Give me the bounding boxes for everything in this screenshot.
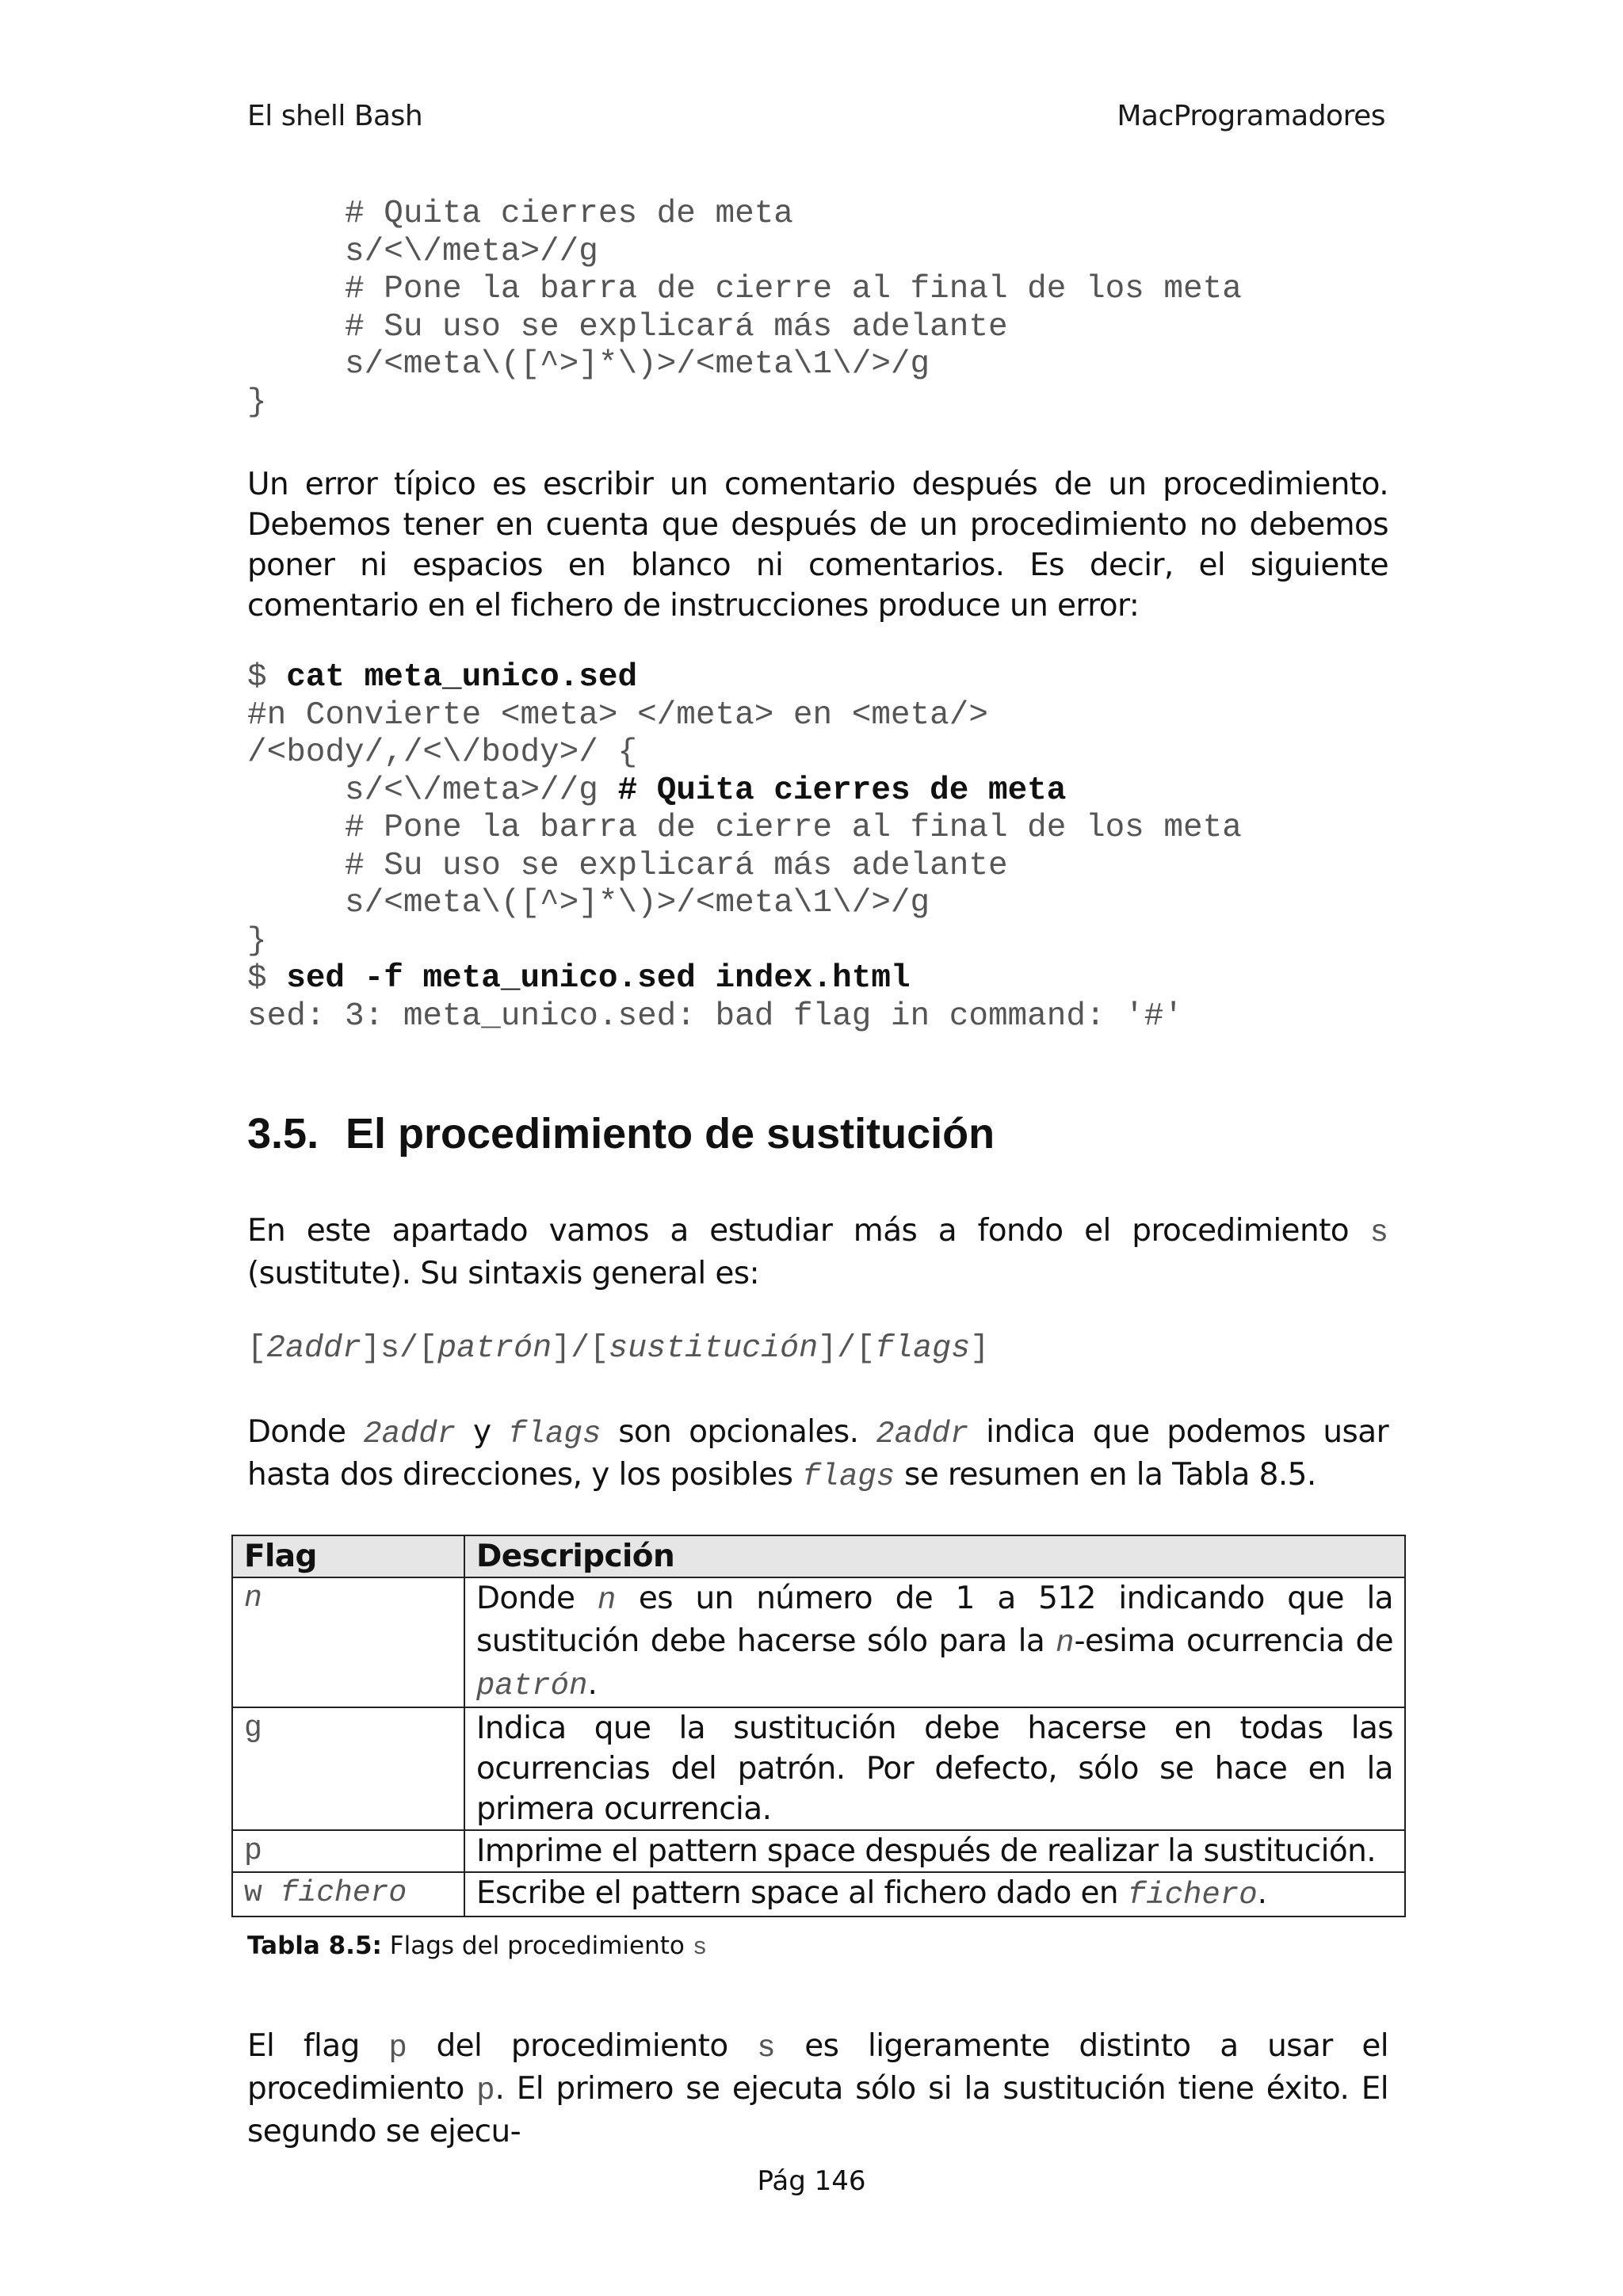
shell-command: sed -f meta_unico.sed index.html — [286, 960, 911, 997]
section-number: 3.5. — [247, 1110, 319, 1158]
text-run: . — [1257, 1875, 1267, 1911]
description-cell — [464, 1872, 1405, 1917]
inline-code: flags — [802, 1459, 896, 1494]
table-header-row — [232, 1535, 1405, 1577]
paragraph-params — [247, 1412, 1388, 1497]
text-run: son opcionales. — [601, 1414, 876, 1450]
code-line: /<body/,/<\/body>/ { — [247, 734, 638, 771]
text-run: -esima ocurrencia de — [1074, 1623, 1394, 1659]
text-run: (sustitute). Su sintaxis general es: — [247, 1256, 760, 1291]
description-cell: Indica que la sustitución debe hacerse en todas las ocurrencias del patrón. Por defecto, sólo se hace en la primera ocurrencia. — [464, 1707, 1405, 1830]
text-run: . — [587, 1666, 598, 1702]
code-block-1 — [247, 196, 1242, 421]
page-number: Pág 146 — [757, 2165, 866, 2197]
text-run: es ligeramente distinto a usar el procedimiento — [247, 2028, 1388, 2107]
syntax-param: sustitución — [609, 1331, 819, 1367]
inline-code: 2addr — [876, 1417, 969, 1451]
table-caption — [247, 1932, 707, 1962]
text-run: es un número de 1 a 512 indicando que la sustitución debe hacerse sólo para la — [476, 1581, 1393, 1659]
flag-value: n — [244, 1581, 262, 1615]
inline-code: s — [1369, 1215, 1388, 1250]
shell-command: cat meta_unico.sed — [286, 659, 638, 696]
table-row — [232, 1577, 1405, 1707]
paragraph-flag-p — [247, 2026, 1388, 2152]
syntax-part: ]/[ — [818, 1331, 876, 1367]
table-row — [232, 1872, 1405, 1917]
code-line: s/<\/meta>//g — [247, 772, 618, 809]
syntax-param: patrón — [437, 1331, 552, 1367]
inline-code: patrón — [476, 1669, 588, 1703]
code-output: sed: 3: meta_unico.sed: bad flag in command: '#' — [247, 997, 1183, 1035]
text-run: Donde — [476, 1581, 598, 1616]
table-row — [232, 1707, 1405, 1830]
inline-code: s — [757, 2031, 776, 2065]
text-run: El flag — [247, 2028, 389, 2064]
inline-code: n — [1056, 1626, 1075, 1661]
column-header-flag: Flag — [232, 1535, 464, 1577]
inline-code: fichero — [1127, 1878, 1258, 1913]
syntax-part: ]/[ — [552, 1331, 609, 1367]
text-run: del procedimiento — [407, 2028, 758, 2064]
text-run: Escribe el pattern space al fichero dado en — [476, 1875, 1128, 1911]
code-line: # Pone la barra de cierre al final de los meta — [247, 810, 1242, 846]
text-run: se resumen en la Tabla 8.5. — [895, 1457, 1316, 1493]
inline-code: p — [388, 2031, 407, 2065]
column-header-description: Descripción — [464, 1535, 1405, 1577]
inline-code: flags — [508, 1417, 601, 1451]
syntax-part: ]s/[ — [361, 1331, 438, 1367]
code-comment-bold: # Quita cierres de meta — [617, 772, 1067, 809]
code-line: #n Convierte <meta> </meta> en <meta/> — [247, 696, 988, 734]
text-run: . El primero se ejecuta sólo si la sustitución tiene éxito. El segundo se ejecu- — [247, 2071, 1388, 2149]
code-block-2 — [247, 659, 1242, 1035]
syntax-param: flags — [875, 1331, 971, 1367]
code-line: } — [247, 383, 267, 421]
flag-cell — [232, 1872, 464, 1917]
shell-prompt: $ — [247, 960, 287, 997]
caption-text: Flags del procedimiento — [381, 1932, 693, 1960]
syntax-part: [ — [247, 1331, 267, 1367]
inline-code: 2addr — [363, 1417, 456, 1451]
text-run: y — [456, 1414, 509, 1450]
code-line: } — [247, 922, 267, 959]
inline-code: n — [597, 1583, 617, 1618]
running-header-right: MacProgramadores — [1117, 100, 1385, 132]
description-cell: Imprime el pattern space después de realizar la sustitución. — [464, 1830, 1405, 1872]
inline-code: p — [476, 2073, 495, 2108]
table-row — [232, 1830, 1405, 1872]
section-heading — [247, 1109, 995, 1158]
code-line: # Su uso se explicará más adelante — [247, 308, 1008, 345]
text-run: indica que podemos usar hasta dos direcciones, y los posibles — [247, 1414, 1389, 1493]
flag-value: w — [244, 1876, 281, 1910]
description-cell — [464, 1577, 1405, 1707]
paragraph-comment-error: Un error típico es escribir un comentario después de un procedimiento. Debemos tener en cuenta que después de un procedimiento no debemos poner ni espacios en blanco ni comentarios. Es decir, el siguiente comentario en el fichero de instrucciones produce un error: — [247, 467, 1388, 624]
flag-cell: p — [232, 1830, 464, 1872]
paragraph-intro — [247, 1211, 1388, 1294]
syntax-line — [247, 1331, 989, 1367]
code-line: # Su uso se explicará más adelante — [247, 847, 1008, 884]
syntax-param: 2addr — [266, 1331, 362, 1367]
code-line: # Quita cierres de meta — [247, 196, 793, 232]
caption-label: Tabla 8.5: — [247, 1932, 382, 1960]
flag-arg: fichero — [280, 1876, 407, 1910]
code-line: s/<meta\([^>]*\)>/<meta\1\/>/g — [247, 346, 930, 383]
inline-code: s — [692, 1934, 708, 1962]
shell-prompt: $ — [247, 659, 287, 696]
flags-table — [231, 1535, 1406, 1917]
flag-cell: g — [232, 1707, 464, 1830]
text-run: Donde — [247, 1414, 364, 1450]
code-line: s/<\/meta>//g — [247, 233, 598, 270]
section-title: El procedimiento de sustitución — [346, 1110, 995, 1158]
code-line: # Pone la barra de cierre al final de los meta — [247, 271, 1242, 307]
code-line: s/<meta\([^>]*\)>/<meta\1\/>/g — [247, 885, 930, 921]
running-header-left: El shell Bash — [247, 100, 423, 132]
text-run: En este apartado vamos a estudiar más a fondo el procedimiento — [247, 1213, 1370, 1249]
syntax-part: ] — [970, 1331, 990, 1367]
flag-cell — [232, 1577, 464, 1707]
